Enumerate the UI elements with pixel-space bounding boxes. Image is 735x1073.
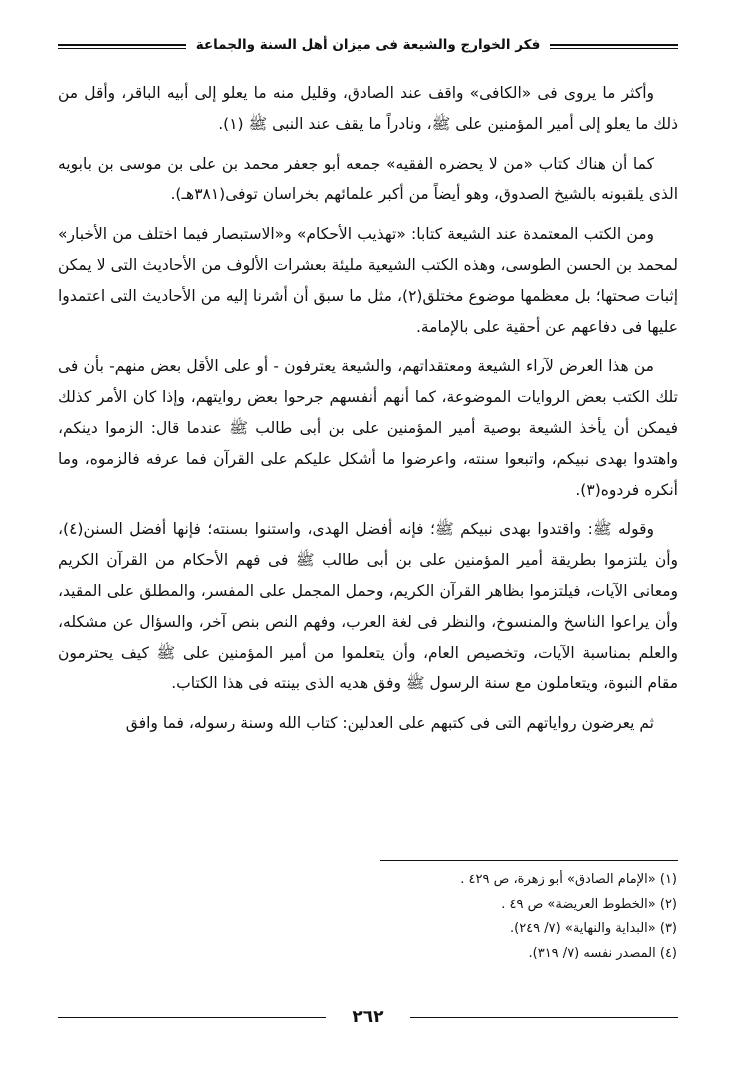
footnote-separator — [380, 860, 678, 861]
main-text — [58, 78, 678, 739]
footnote: (١) «الإمام الصادق» أبو زهرة، ص ٤٢٩ . — [460, 872, 677, 887]
paragraph: ومن الكتب المعتمدة عند الشيعة كتابا: «تهذيب الأحكام» و«الاستبصار فيما اختلف من الأخبار» لمحمد بن الحسن الطوسى، وهذه الكتب الشيعية مليئة بعشرات الألوف من الأحاديث التى لا يمكن إثبات صحتها؛ بل معظمها موضوع مختلق(٢)، مثل ما سبق أن أشرنا إليه من الأحاديث التى اعتمدوا عليها فى دفاعهم عن أحقية على بالإمامة. — [58, 225, 679, 336]
paragraph: ثم يعرضون رواياتهم التى فى كتبهم على العدلين: كتاب الله وسنة رسوله، فما وافق — [125, 714, 654, 733]
footnotes — [57, 868, 677, 966]
running-header — [58, 30, 678, 60]
footnote: (٣) «البداية والنهاية» (٧/ ٢٤٩). — [509, 921, 677, 936]
running-header-title: فكر الخوارج والشيعة فى ميزان أهل السنة والجماعة — [186, 37, 551, 53]
paragraph: وقوله ﷺ: واقتدوا بهدى نبيكم ﷺ؛ فإنه أفضل الهدى، واستنوا بسنته؛ فإنها أفضل السنن(٤)، وأن يلتزموا بطريقة أمير المؤمنين على بن أبى طالب ﷺ فى فهم الأحكام من القرآن الكريم ومعانى الآيات، فيلتزموا بظاهر القرآن الكريم، وحمل المجمل على المفسر، والمطلق على المقيد، وأن يراعوا الناسخ والمنسوخ، والنظر فى لغة العرب، وفهم النص بنص آخر، والسؤال عن مشكله، والعلم بمناسبة الآيات، وتخصيص العام، وأن يتعلموا من أمير المؤمنين على ﷺ كيف يحترمون مقام النبوة، ويتعاملون مع سنة الرسول ﷺ وفق هديه الذى بينته فى هذا الكتاب. — [58, 520, 678, 693]
footnote: (٤) المصدر نفسه (٧/ ٣١٩). — [528, 945, 677, 961]
footnote: (٢) «الخطوط العريضة» ص ٤٩ . — [501, 896, 677, 912]
page-number: ٢٦٢ — [352, 1007, 384, 1027]
paragraph: وأكثر ما يروى فى «الكافى» واقف عند الصادق، وقليل منه ما يعلو إلى أبيه الباقر، وأقل من ذلك ما يعلو إلى أمير المؤمنين على ﷺ، ونادراً ما يقف عند النبى ﷺ (١). — [58, 84, 678, 133]
page-footer — [58, 1005, 678, 1035]
paragraph: كما أن هناك كتاب «من لا يحضره الفقيه» جمعه أبو جعفر محمد بن على بن موسى بن بابويه الذى يلقبونه بالشيخ الصدوق، وهو أيضاً من أكبر علمائهم بخراسان توفى(٣٨١هـ). — [58, 154, 678, 204]
paragraph: من هذا العرض لآراء الشيعة ومعتقداتهم، والشيعة يعترفون - أو على الأقل بعض منهم- بأن فى تلك الكتب بعض الروايات الموضوعة، كما أنهم أنفسهم جرحوا بعض روايتهم، وإذا كان الأمر كذلك فيمكن أن يأخذ الشيعة بوصية أمير المؤمنين على بن أبى طالب ﷺ عندما قال: الزموا دينكم، واهتدوا بهدى نبيكم، واتبعوا سنته، واعرضوا ما أشكل عليكم على القرآن فما عرفه فالزموه، وما أنكره فردوه(٣). — [58, 357, 678, 499]
